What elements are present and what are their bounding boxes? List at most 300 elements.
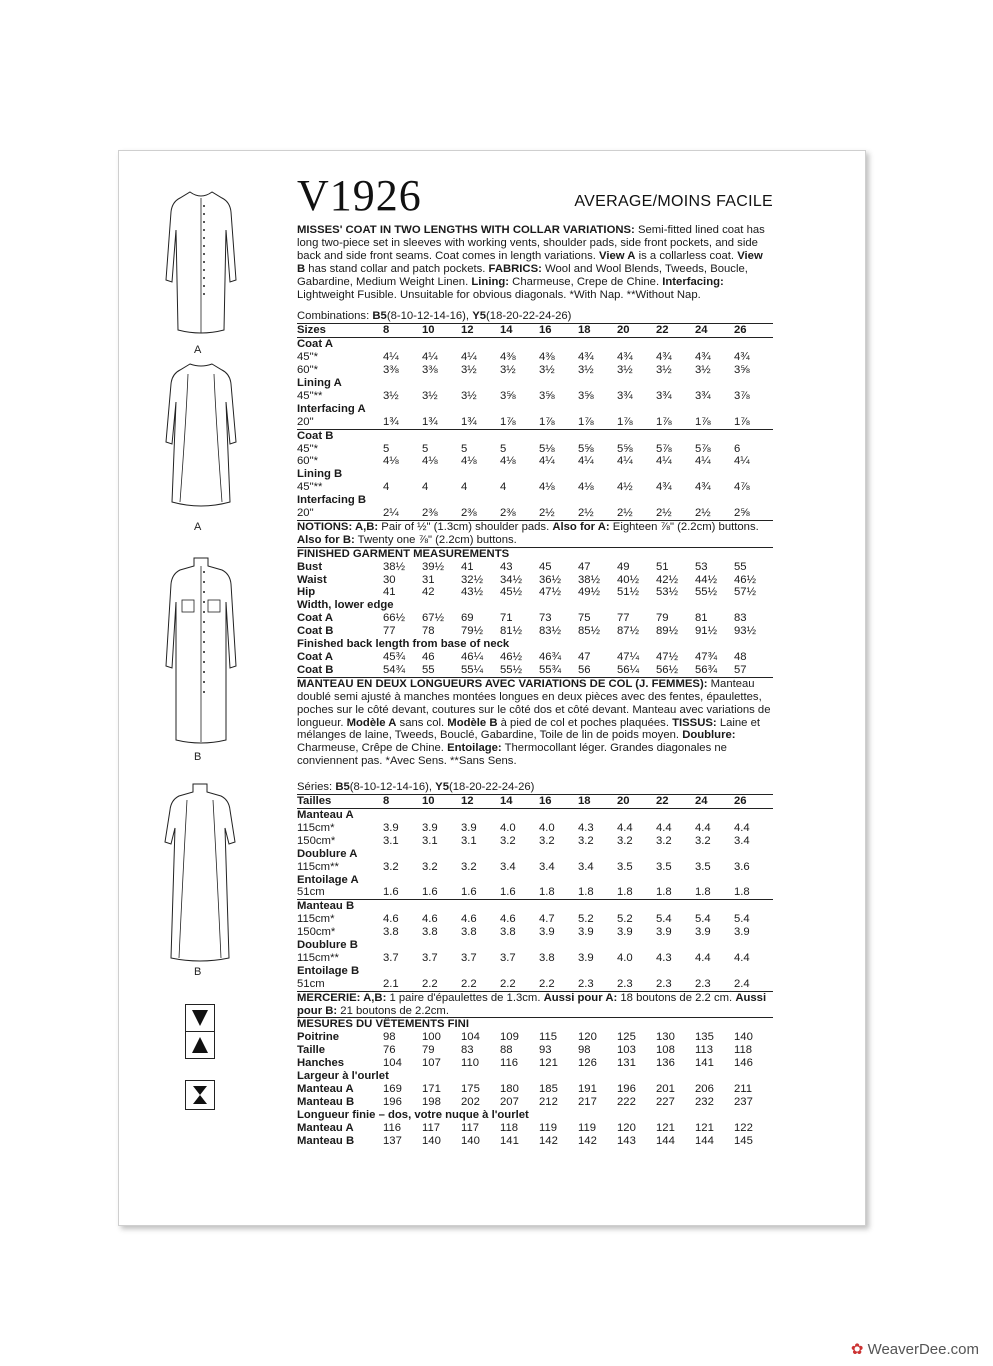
table-cell: 2½	[656, 507, 672, 520]
table-cell: 55½	[500, 663, 522, 676]
symbol-hourglass-box	[185, 1080, 215, 1110]
table-cell: 1⅞	[539, 415, 555, 428]
table-cell: 117	[422, 1121, 441, 1134]
row-label: Bust	[297, 560, 323, 573]
table-cell: 117	[461, 1121, 480, 1134]
table-cell: 2⅜	[500, 507, 516, 520]
size-column-header: 20	[617, 795, 630, 808]
table-cell: 198	[422, 1095, 441, 1108]
table-cell: 3½	[383, 389, 399, 402]
table-cell: 2⅜	[422, 507, 438, 520]
table-cell: 212	[539, 1095, 558, 1108]
table-cell: 76	[383, 1044, 396, 1057]
table-cell: 71	[500, 612, 513, 625]
table-cell: 3.2	[500, 834, 516, 847]
table-cell: 211	[734, 1083, 753, 1095]
table-cell: 206	[695, 1083, 714, 1095]
row-label: Coat A	[297, 612, 333, 625]
series-b5-sizes: (8-10-12-14-16),	[349, 781, 436, 794]
table-cell: 2½	[578, 507, 594, 520]
table-cell: 5.4	[695, 913, 711, 926]
row-label: Manteau B	[297, 1095, 355, 1108]
desc-text: Charmeuse, Crepe de Chine.	[509, 275, 663, 288]
notions-text: Pair of ½" (1.3cm) shoulder pads.	[378, 520, 553, 533]
table-row	[297, 952, 773, 965]
coat-b-back-drawing	[155, 782, 245, 964]
table-cell: 79	[422, 1044, 435, 1057]
view-a-label: View A	[599, 249, 636, 262]
table-cell: 38½	[578, 573, 600, 586]
table-cell: 3⅜	[383, 364, 399, 377]
table-cell: 53½	[656, 586, 678, 599]
series-b5: B5	[335, 781, 350, 794]
table-cell: 30	[383, 573, 396, 586]
table-row	[297, 1096, 773, 1109]
table-cell: 5.2	[578, 913, 594, 926]
combinations-en	[297, 310, 773, 323]
table-cell: 3.5	[695, 860, 711, 873]
table-cell: 4	[461, 481, 468, 494]
desc-text: Manteau doublé semi ajusté à manches montées longues en deux pièces avec des fentes, épaulettes, poches sur le côté devant, coutures sur le côté dos et côté devant. Manteau avec variations de longueur.	[297, 677, 771, 729]
table-cell: 5⅞	[695, 442, 711, 455]
triangle-down-icon	[186, 1005, 214, 1031]
table-cell: 69	[461, 612, 474, 625]
section-label: Largeur à l'ourlet	[297, 1070, 389, 1083]
symbol-without-nap-box	[185, 1004, 215, 1032]
section-label: Coat B	[297, 429, 334, 442]
table-cell: 2.2	[461, 977, 477, 990]
table-cell: 46	[422, 651, 435, 663]
row-label: Taille	[297, 1044, 326, 1057]
table-cell: 3.4	[539, 860, 555, 873]
table-cell: 83	[734, 612, 747, 625]
tissus-label: TISSUS:	[672, 716, 717, 729]
coat-a-front-drawing	[160, 190, 242, 340]
sizes-header-label: Sizes	[297, 324, 326, 337]
series-label: Séries:	[297, 781, 336, 794]
description-heading: MISSES' COAT IN TWO LENGTHS WITH COLLAR VARIATIONS:	[297, 224, 635, 236]
desc-text: Lightweight Fusible. Unsuitable for obvious diagonals. *With Nap. **Without Nap.	[297, 288, 701, 301]
size-column-header: 14	[500, 795, 513, 808]
table-cell: 93½	[734, 625, 756, 638]
table-cell: 3.9	[734, 926, 750, 939]
table-cell: 3.8	[500, 926, 516, 939]
table-cell: 3.5	[617, 860, 633, 873]
finished-heading-fr: MESURES DU VÊTEMENTS FINI	[297, 1017, 773, 1031]
table-cell: 79	[656, 612, 669, 625]
table-cell: 119	[539, 1121, 558, 1134]
table-cell: 137	[383, 1134, 402, 1147]
table-cell: 3⅞	[734, 389, 750, 402]
table-cell: 1.8	[578, 886, 594, 899]
table-cell: 121	[539, 1057, 558, 1070]
table-cell: 3⅝	[578, 389, 594, 402]
size-column-header: 8	[383, 795, 390, 808]
notions-text: Twenty one ⅞" (2.2cm) buttons.	[354, 533, 517, 546]
description-french	[297, 677, 773, 768]
table-cell: 3.2	[578, 834, 594, 847]
table-cell: 125	[617, 1031, 636, 1044]
table-row	[297, 664, 773, 677]
table-cell: 3⅜	[422, 364, 438, 377]
row-label: Poitrine	[297, 1031, 340, 1044]
table-cell: 4⅛	[500, 455, 516, 468]
lining-label: Lining:	[471, 275, 510, 288]
table-cell: 39½	[422, 560, 444, 573]
size-column-header: 16	[539, 324, 552, 337]
table-cell: 55¼	[461, 663, 483, 676]
table-cell: 1.8	[734, 886, 750, 899]
table-cell: 196	[383, 1095, 402, 1108]
table-cell: 2.2	[422, 977, 438, 990]
table-cell: 144	[695, 1134, 714, 1147]
size-column-header: 18	[578, 795, 591, 808]
table-cell: 4¾	[617, 351, 633, 364]
table-cell: 3.9	[695, 926, 711, 939]
table-cell: 1.8	[656, 886, 672, 899]
row-label: Manteau B	[297, 1134, 355, 1147]
table-cell: 5	[461, 442, 468, 455]
table-cell: 4¾	[656, 481, 672, 494]
table-cell: 3.1	[461, 834, 477, 847]
row-label: Manteau A	[297, 1121, 354, 1134]
table-cell: 116	[500, 1057, 519, 1070]
table-cell: 6	[734, 442, 741, 455]
series-y5: Y5	[435, 781, 449, 794]
table-cell: 135	[695, 1031, 714, 1044]
section-label: Interfacing B	[297, 494, 367, 507]
table-row	[297, 822, 773, 835]
size-column-header: 14	[500, 324, 513, 337]
section-row	[297, 338, 773, 351]
table-cell: 46¼	[461, 651, 483, 663]
table-cell: 4¼	[734, 455, 750, 468]
row-label: Waist	[297, 573, 327, 586]
table-cell: 4½	[617, 481, 633, 494]
mercerie-label: MERCERIE: A,B:	[297, 991, 387, 1004]
table-cell: 4.3	[656, 951, 672, 964]
table-cell: 232	[695, 1095, 714, 1108]
table-cell: 103	[617, 1044, 636, 1057]
combo-b5: B5	[372, 310, 387, 323]
size-column-header: 26	[734, 324, 747, 337]
table-cell: 4¾	[656, 351, 672, 364]
table-cell: 3½	[617, 364, 633, 377]
desc-text: Semi-fitted lined coat has long two-piece set in sleeves with working vents, shoulder pads, side front pockets, and side back and side front seams. Coat comes in length variations.	[297, 224, 765, 262]
row-label: 20"	[297, 507, 314, 520]
table-cell: 4¾	[695, 351, 711, 364]
table-row	[297, 416, 773, 429]
table-cell: 5⅝	[578, 442, 594, 455]
table-cell: 119	[578, 1121, 597, 1134]
section-row	[297, 1070, 773, 1083]
table-cell: 3½	[422, 389, 438, 402]
table-cell: 118	[734, 1044, 753, 1057]
row-label: 150cm*	[297, 834, 336, 847]
table-cell: 3½	[695, 364, 711, 377]
coat-a-back-drawing	[160, 362, 242, 512]
table-cell: 51	[656, 560, 669, 573]
section-label: Coat A	[297, 338, 333, 351]
watermark-text: WeaverDee.com	[867, 1341, 979, 1358]
mercerie-text: 18 boutons de 2.2 cm.	[617, 991, 736, 1004]
section-row	[297, 638, 773, 651]
table-cell: 45¾	[383, 651, 405, 663]
table-cell: 4.6	[500, 913, 516, 926]
row-label: 60"*	[297, 455, 318, 468]
table-row	[297, 561, 773, 574]
table-cell: 3.8	[539, 951, 555, 964]
table-cell: 5.4	[656, 913, 672, 926]
section-row	[297, 599, 773, 612]
size-column-header: 10	[422, 324, 435, 337]
desc-text: Thermocollant léger. Grandes diagonales ne conviennent pas. *Avec Sens. **Sans Sens.	[297, 742, 727, 768]
table-cell: 3.9	[461, 821, 477, 834]
size-column-header: 12	[461, 795, 474, 808]
table-cell: 45	[539, 560, 552, 573]
table-cell: 77	[383, 625, 396, 638]
table-cell: 47	[578, 560, 591, 573]
section-label: Manteau A	[297, 808, 354, 821]
table-cell: 45½	[500, 586, 522, 599]
hourglass-icon	[186, 1081, 214, 1109]
table-cell: 4.4	[734, 951, 750, 964]
table-cell: 3.9	[578, 951, 594, 964]
table-cell: 5	[422, 442, 429, 455]
table-cell: 2.3	[617, 977, 633, 990]
figure-label-a-back: A	[194, 521, 202, 533]
table-cell: 3.4	[734, 834, 750, 847]
interfacing-label: Interfacing:	[662, 275, 724, 288]
table-cell: 1.8	[695, 886, 711, 899]
table-cell: 3.5	[656, 860, 672, 873]
table-cell: 144	[656, 1134, 675, 1147]
table-cell: 67½	[422, 612, 444, 625]
table-cell: 143	[617, 1134, 636, 1147]
table-cell: 5	[500, 442, 507, 455]
table-cell: 3.2	[383, 860, 399, 873]
table-row	[297, 612, 773, 625]
table-cell: 5⅝	[617, 442, 633, 455]
table-cell: 4¼	[656, 455, 672, 468]
table-cell: 3½	[500, 364, 516, 377]
table-cell: 3½	[578, 364, 594, 377]
table-cell: 4¼	[461, 351, 477, 364]
section-row	[297, 429, 773, 442]
table-cell: 109	[500, 1031, 519, 1044]
table-cell: 38½	[383, 560, 405, 573]
combinations-fr	[297, 781, 773, 794]
size-column-header: 22	[656, 795, 669, 808]
table-cell: 201	[656, 1083, 675, 1095]
row-label: 115cm**	[297, 951, 339, 964]
table-cell: 57½	[734, 586, 756, 599]
row-label: 51cm	[297, 977, 325, 990]
table-cell: 104	[461, 1031, 480, 1044]
table-cell: 4	[383, 481, 390, 494]
table-cell: 4¼	[539, 455, 555, 468]
table-row	[297, 507, 773, 520]
table-row	[297, 1057, 773, 1070]
finished-table-en	[297, 561, 773, 677]
row-label: Coat A	[297, 651, 333, 663]
fabrics-label: FABRICS:	[488, 262, 542, 275]
table-cell: 4⅛	[422, 455, 438, 468]
table-row	[297, 455, 773, 468]
desc-text: is a collarless coat.	[635, 249, 738, 262]
section-label: Longueur finie – dos, votre nuque à l'ourlet	[297, 1108, 529, 1121]
table-row	[297, 364, 773, 377]
yardage-table-fr	[297, 794, 773, 991]
table-row	[297, 913, 773, 926]
row-label: Coat B	[297, 663, 334, 676]
table-cell: 85½	[578, 625, 600, 638]
table-cell: 1.6	[422, 886, 438, 899]
desc-text: has stand collar and patch pockets.	[305, 262, 489, 275]
table-cell: 98	[383, 1031, 396, 1044]
table-cell: 4.4	[656, 821, 672, 834]
size-column-header: 26	[734, 795, 747, 808]
pattern-info	[297, 224, 773, 1148]
table-cell: 3.2	[695, 834, 711, 847]
table-row	[297, 651, 773, 664]
table-cell: 4.4	[617, 821, 633, 834]
table-cell: 40½	[617, 573, 639, 586]
mercerie-text: 21 boutons de 2.2cm.	[337, 1004, 449, 1017]
table-cell: 43	[500, 560, 513, 573]
table-cell: 3½	[539, 364, 555, 377]
table-row	[297, 586, 773, 599]
table-cell: 53	[695, 560, 708, 573]
table-cell: 1⅞	[578, 415, 594, 428]
figure-label-a-front: A	[194, 344, 202, 356]
row-label: Hanches	[297, 1057, 345, 1070]
table-cell: 140	[461, 1134, 480, 1147]
table-cell: 3.1	[383, 834, 399, 847]
table-cell: 100	[422, 1031, 441, 1044]
table-cell: 202	[461, 1095, 480, 1108]
table-row	[297, 574, 773, 587]
table-cell: 79½	[461, 625, 483, 638]
table-cell: 3⅝	[539, 389, 555, 402]
row-label: 45"**	[297, 389, 323, 402]
table-row	[297, 1044, 773, 1057]
table-cell: 54¾	[383, 663, 405, 676]
view-b-label: View B	[297, 249, 763, 275]
table-cell: 56¼	[617, 663, 639, 676]
table-cell: 4¼	[617, 455, 633, 468]
table-cell: 110	[461, 1057, 480, 1070]
table-cell: 3¾	[617, 389, 633, 402]
table-cell: 44½	[695, 573, 717, 586]
table-cell: 4⅛	[461, 455, 477, 468]
table-cell: 3½	[461, 364, 477, 377]
table-cell: 66½	[383, 612, 405, 625]
table-cell: 41	[461, 560, 474, 573]
table-cell: 75	[578, 612, 591, 625]
table-cell: 136	[656, 1057, 675, 1070]
table-cell: 1¾	[461, 415, 477, 428]
table-cell: 3.8	[383, 926, 399, 939]
spool-icon: ✿	[850, 1341, 864, 1358]
table-row	[297, 1083, 773, 1096]
row-label: 115cm*	[297, 913, 335, 926]
table-cell: 3.8	[461, 926, 477, 939]
section-label: Entoilage B	[297, 964, 360, 977]
size-column-header: 16	[539, 795, 552, 808]
table-cell: 46½	[734, 573, 756, 586]
table-cell: 4.4	[734, 821, 750, 834]
row-label: 20"	[297, 415, 314, 428]
watermark-logo	[851, 1340, 979, 1358]
row-label: 60"*	[297, 364, 318, 377]
size-column-header: 8	[383, 324, 390, 337]
table-cell: 207	[500, 1095, 519, 1108]
table-cell: 2½	[539, 507, 555, 520]
table-cell: 3.1	[422, 834, 438, 847]
combinations-label: Combinations:	[297, 310, 373, 323]
doublure-label: Doublure:	[682, 729, 736, 742]
row-label: 115cm**	[297, 860, 339, 873]
model-a-label: Modèle A	[346, 716, 397, 729]
table-cell: 88	[500, 1044, 513, 1057]
description-english	[297, 224, 773, 301]
notions-label: NOTIONS: A,B:	[297, 520, 379, 533]
table-cell: 121	[695, 1121, 714, 1134]
table-cell: 55½	[695, 586, 717, 599]
table-cell: 31	[422, 573, 435, 586]
table-cell: 3⅝	[500, 389, 516, 402]
table-cell: 3¾	[656, 389, 672, 402]
table-cell: 49½	[578, 586, 600, 599]
mercerie-text: 1 paire d'épaulettes de 1.3cm.	[386, 991, 544, 1004]
table-cell: 145	[734, 1134, 753, 1147]
table-cell: 47¼	[617, 651, 639, 663]
section-row	[297, 377, 773, 390]
table-cell: 141	[695, 1057, 714, 1070]
table-cell: 142	[539, 1134, 558, 1147]
finished-heading-en: FINISHED GARMENT MEASUREMENTS	[297, 547, 773, 561]
table-cell: 51½	[617, 586, 639, 599]
table-row	[297, 1122, 773, 1135]
table-cell: 121	[656, 1121, 675, 1134]
table-row	[297, 926, 773, 939]
table-cell: 237	[734, 1095, 753, 1108]
notions-also-a: Also for A:	[552, 520, 610, 533]
table-row	[297, 861, 773, 874]
table-cell: 2.2	[539, 977, 555, 990]
table-cell: 3.7	[500, 951, 516, 964]
section-label: Doublure A	[297, 847, 358, 860]
table-cell: 81½	[500, 625, 522, 638]
table-cell: 113	[695, 1044, 714, 1057]
table-cell: 5⅛	[539, 442, 555, 455]
size-column-header: 24	[695, 795, 708, 808]
triangle-up-icon	[186, 1032, 214, 1058]
table-cell: 4.6	[422, 913, 438, 926]
row-label: 150cm*	[297, 926, 336, 939]
table-cell: 3.2	[617, 834, 633, 847]
table-row	[297, 443, 773, 456]
table-cell: 3.7	[383, 951, 399, 964]
section-row	[297, 874, 773, 887]
table-cell: 118	[500, 1121, 519, 1134]
table-cell: 32½	[461, 573, 483, 586]
row-label: 51cm	[297, 886, 325, 899]
table-cell: 55	[734, 560, 747, 573]
table-cell: 36½	[539, 573, 561, 586]
desc-text: sans col.	[396, 716, 448, 729]
